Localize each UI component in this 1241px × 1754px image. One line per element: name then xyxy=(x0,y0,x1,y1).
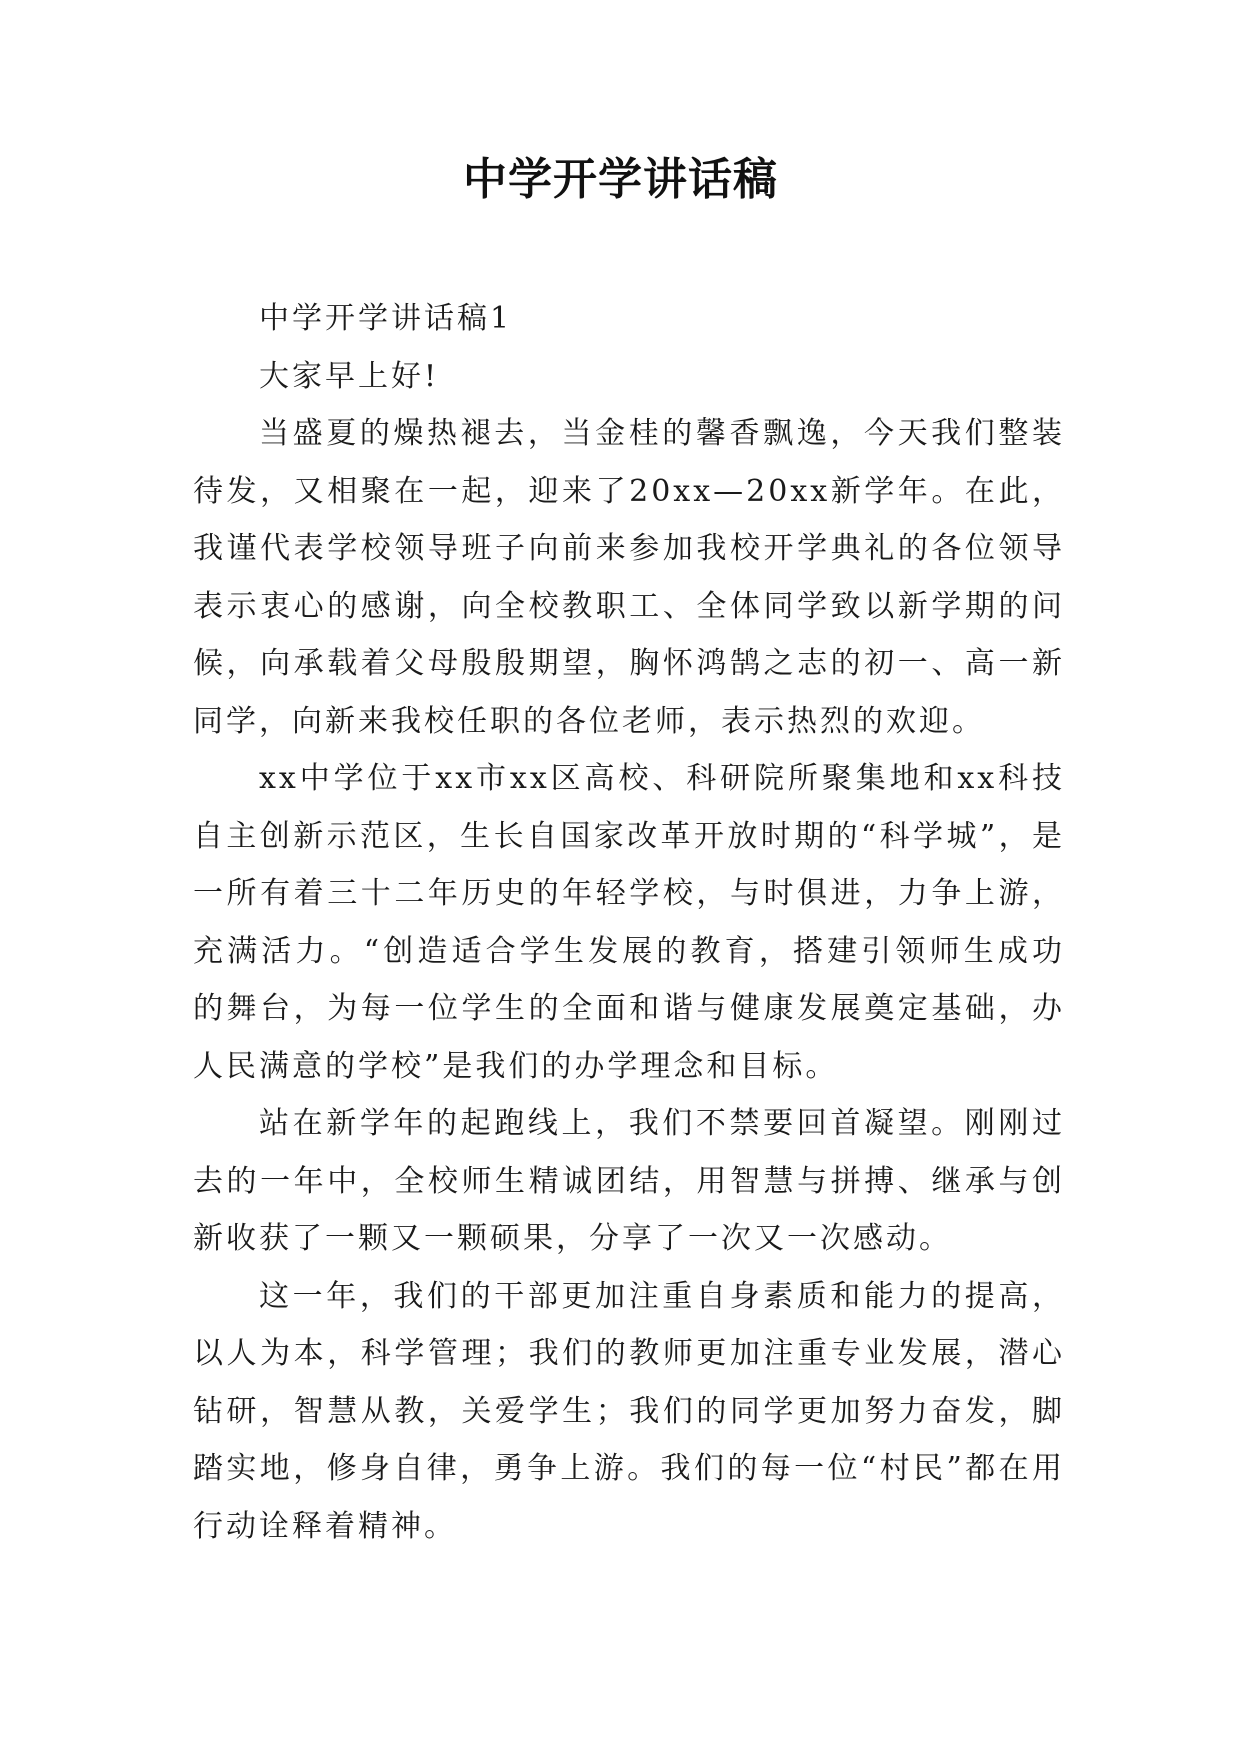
document-title: 中学开学讲话稿 xyxy=(463,154,778,205)
body-paragraph: 当盛夏的燥热褪去，当金桂的馨香飘逸，今天我们整装待发，又相聚在一起，迎来了20xx—20xx新学年。在此，我谨代表学校领导班子向前来参加我校开学典礼的各位领导表示衷心的感谢，向全校教职工、全体同学致以新学期的问候，向承载着父母殷殷期望，胸怀鸿鹄之志的初一、高一新同学，向新来我校任职的各位老师，表示热烈的欢迎。 xyxy=(193,416,1065,739)
body-paragraph: xx中学位于xx市xx区高校、科研院所聚集地和xx科技自主创新示范区，生长自国家改革开放时期的“科学城”，是一所有着三十二年历史的年轻学校，与时俱进，力争上游，充满活力。“创造适合学生发展的教育，搭建引领师生成功的舞台，为每一位学生的全面和谐与健康发展奠定基础，办人民满意的学校”是我们的办学理念和目标。 xyxy=(193,761,1065,1084)
body-paragraph: 这一年，我们的干部更加注重自身素质和能力的提高，以人为本，科学管理；我们的教师更加注重专业发展，潜心钻研，智慧从教，关爱学生；我们的同学更加努力奋发，脚踏实地，修身自律，勇争上游。我们的每一位“村民”都在用行动诠释着精神。 xyxy=(193,1278,1065,1544)
greeting-paragraph: 大家早上好! xyxy=(259,358,440,394)
section-heading: 中学开学讲话稿1 xyxy=(259,301,513,336)
document-body xyxy=(193,290,1065,1555)
body-paragraph: 站在新学年的起跑线上，我们不禁要回首凝望。刚刚过去的一年中，全校师生精诚团结，用智慧与拼搏、继承与创新收获了一颗又一颗硕果，分享了一次又一次感动。 xyxy=(193,1106,1065,1256)
